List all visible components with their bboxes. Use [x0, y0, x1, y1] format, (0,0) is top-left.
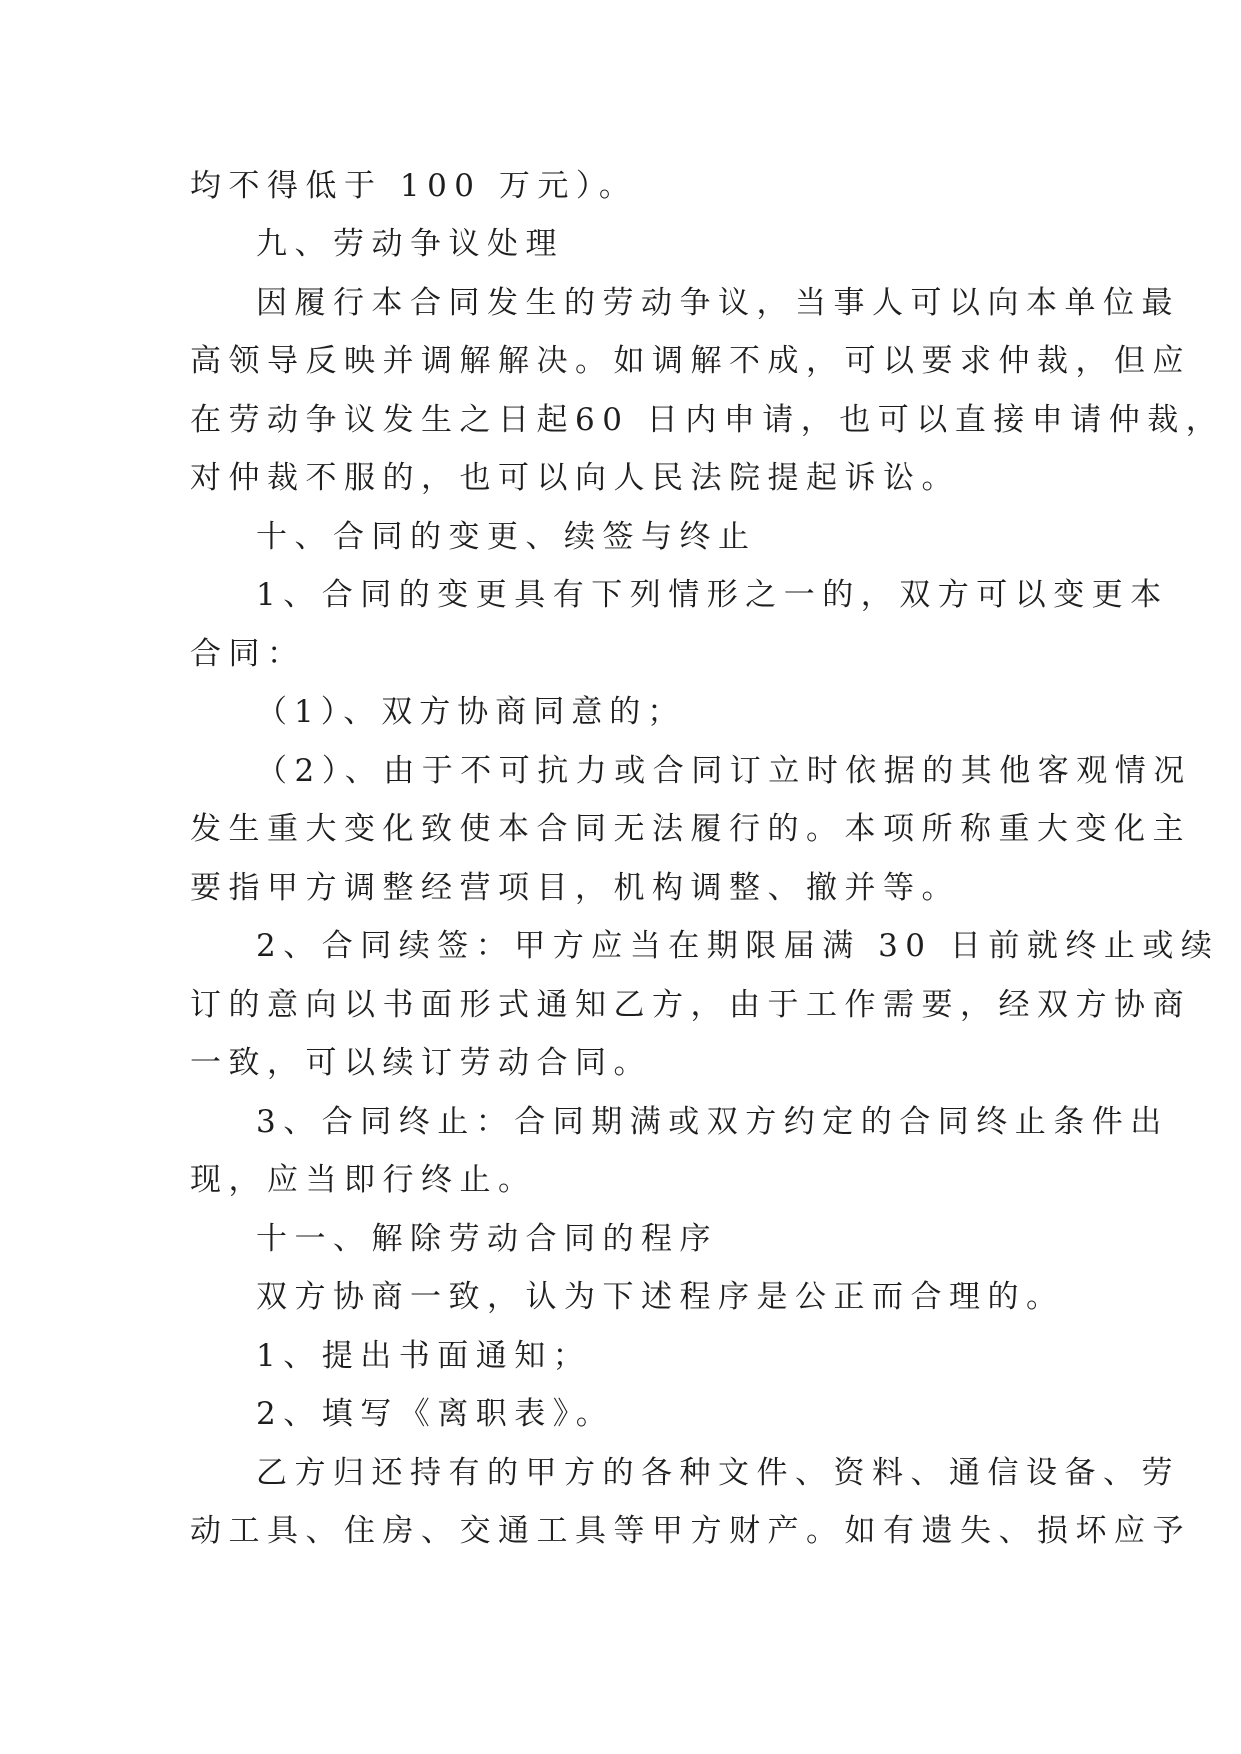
text-line: 发生重大变化致使本合同无法履行的。本项所称重大变化主 [190, 811, 1191, 847]
text-line: 1、合同的变更具有下列情形之一的，双方可以变更本 [256, 577, 1169, 613]
text-line: 对仲裁不服的，也可以向人民法院提起诉讼。 [190, 460, 960, 496]
text-line: 现，应当即行终止。 [190, 1162, 537, 1198]
text-line: 在劳动争议发生之日起60 日内申请，也可以直接申请仲裁， [190, 402, 1225, 438]
text-line: 因履行本合同发生的劳动争议，当事人可以向本单位最 [256, 285, 1180, 321]
text-line: 一致，可以续订劳动合同。 [190, 1045, 652, 1081]
section-heading: 十、合同的变更、续签与终止 [256, 519, 757, 555]
text-line: （1）、双方协商同意的； [256, 694, 686, 730]
text-line: 高领导反映并调解解决。如调解不成，可以要求仲裁，但应 [190, 343, 1191, 379]
text-line: 订的意向以书面形式通知乙方，由于工作需要，经双方协商 [190, 987, 1191, 1023]
text-line: 要指甲方调整经营项目，机构调整、撤并等。 [190, 870, 960, 906]
section-heading: 十一、解除劳动合同的程序 [256, 1221, 718, 1257]
text-line: 合同： [190, 636, 306, 672]
text-line: 均不得低于 100 万元）。 [190, 168, 638, 204]
text-line: 2、填写《离职表》。 [256, 1396, 615, 1432]
text-line: 3、合同终止：合同期满或双方约定的合同终止条件出 [256, 1104, 1169, 1140]
text-line: 1、提出书面通知； [256, 1338, 592, 1374]
text-line: （2）、由于不可抗力或合同订立时依据的其他客观情况 [256, 753, 1192, 789]
section-heading: 九、劳动争议处理 [256, 226, 564, 262]
text-line: 动工具、住房、交通工具等甲方财产。如有遗失、损坏应予 [190, 1513, 1191, 1549]
text-line: 2、合同续签：甲方应当在期限届满 30 日前就终止或续 [256, 928, 1220, 964]
text-line: 双方协商一致，认为下述程序是公正而合理的。 [256, 1279, 1065, 1315]
text-line: 乙方归还持有的甲方的各种文件、资料、通信设备、劳 [256, 1455, 1180, 1491]
